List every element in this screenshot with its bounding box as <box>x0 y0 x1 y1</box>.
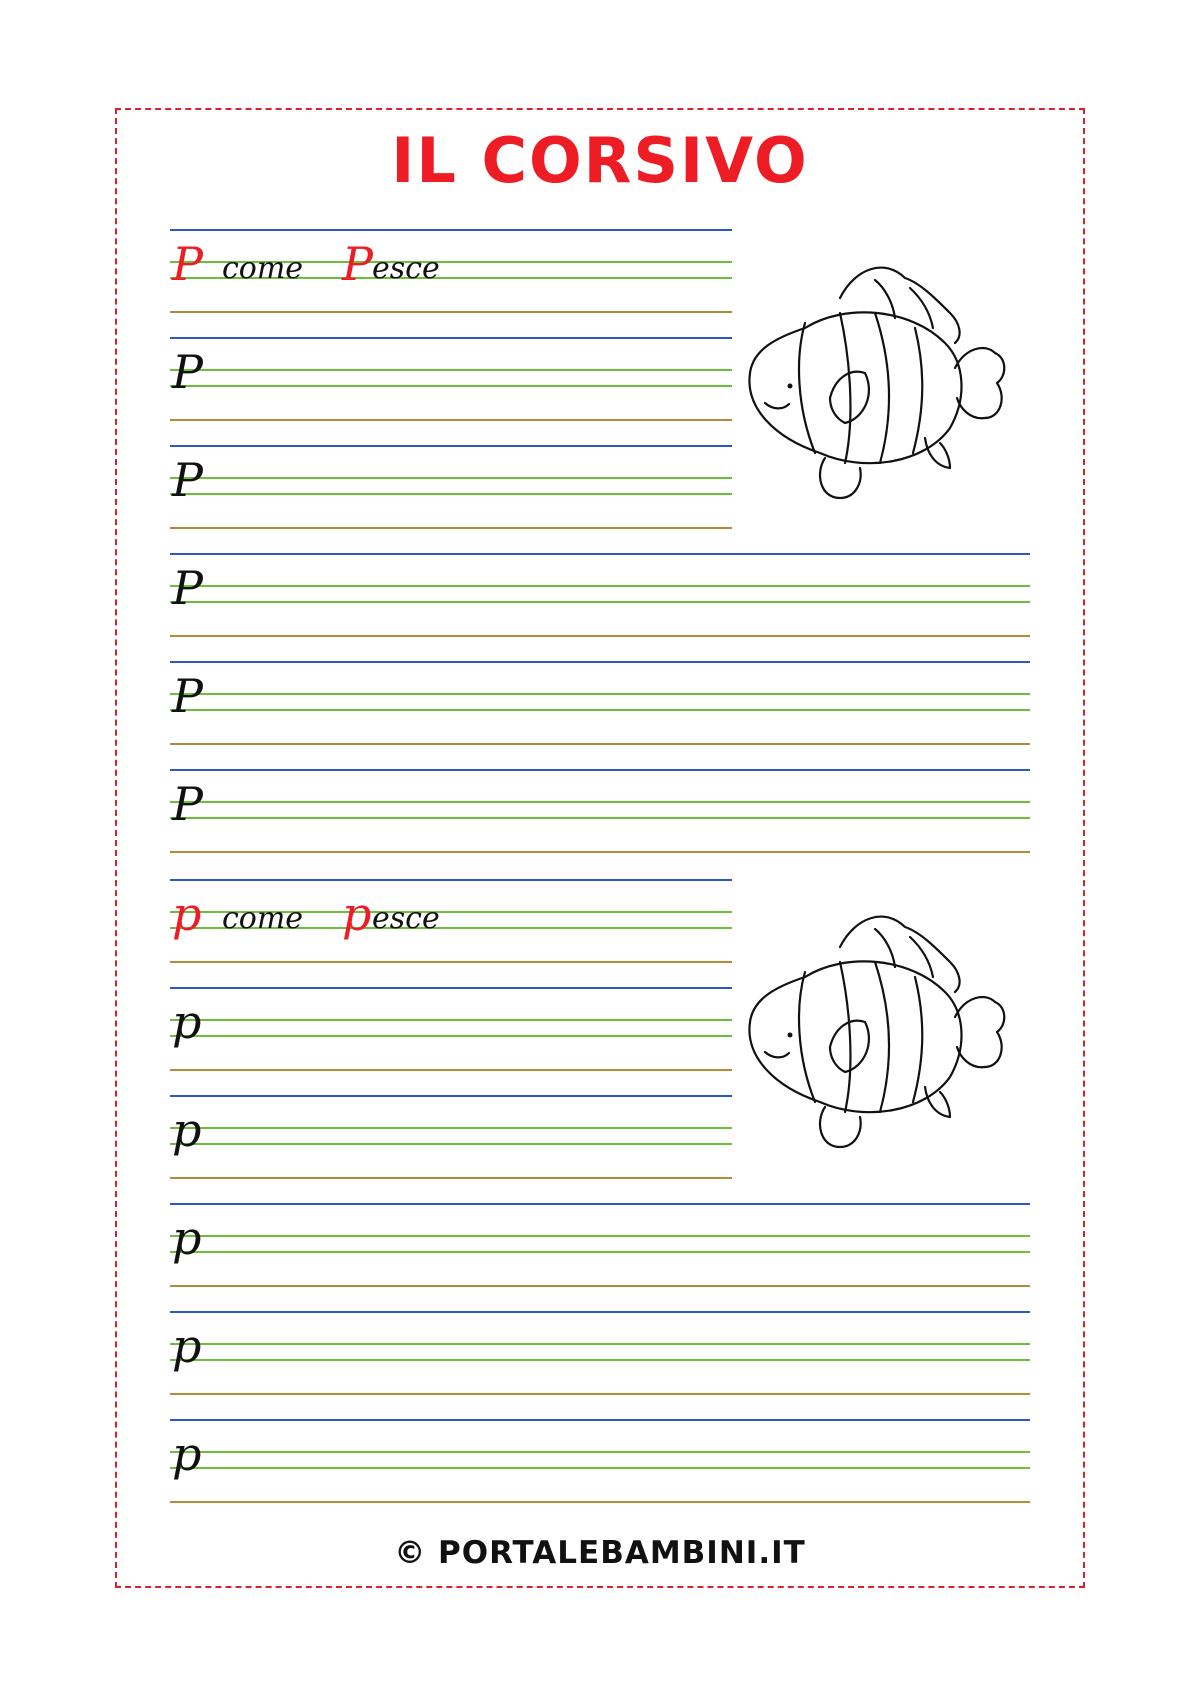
model-letter: P <box>172 345 203 399</box>
model-letter: p <box>172 1211 202 1265</box>
model-word-rest: esce <box>372 251 440 286</box>
model-letter: P <box>172 777 203 831</box>
model-letter: P <box>172 669 203 723</box>
fish-icon <box>745 258 1025 503</box>
model-letter: P <box>172 453 203 507</box>
model-word-come: come <box>222 251 304 286</box>
model-letter: p <box>172 1103 202 1157</box>
model-letter: p <box>172 1427 202 1481</box>
model-letter: p <box>172 887 202 941</box>
model-letter: p <box>172 995 202 1049</box>
model-letter: p <box>172 1319 202 1373</box>
footer-copyright: © PORTALEBAMBINI.IT <box>394 1535 806 1571</box>
model-letter: P <box>172 237 203 291</box>
model-letter: P <box>172 561 203 615</box>
fish-icon <box>745 907 1025 1152</box>
model-word-initial: p <box>342 887 372 941</box>
model-word-initial: P <box>342 237 373 291</box>
model-word-rest: esce <box>372 901 440 936</box>
model-word-come: come <box>222 901 304 936</box>
page-title: IL CORSIVO <box>391 124 809 197</box>
